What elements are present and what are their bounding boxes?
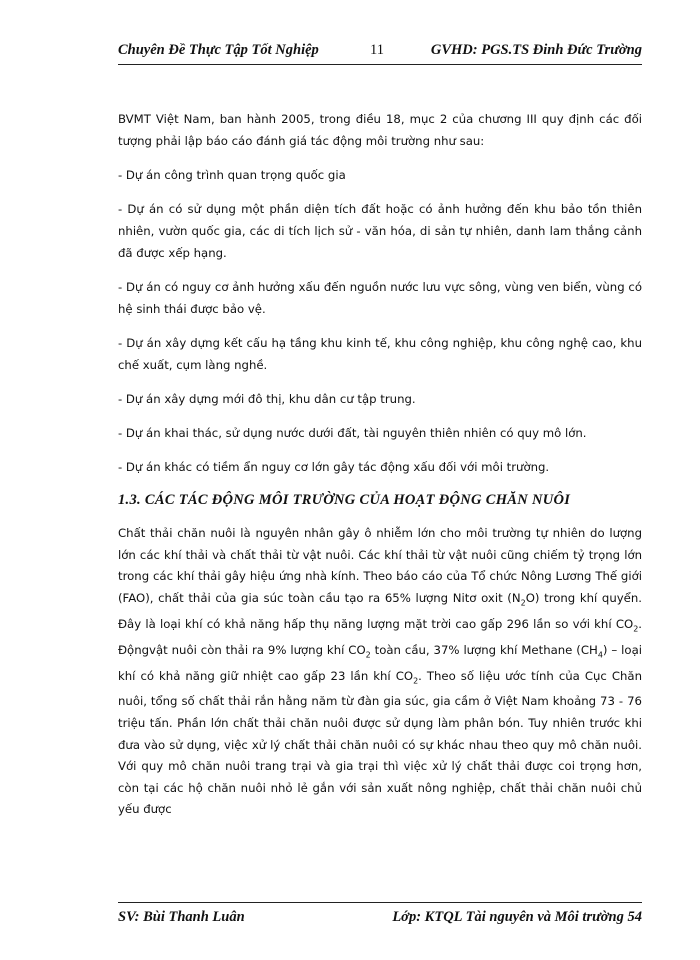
list-item: - Dự án xây dựng mới đô thị, khu dân cư tập trung. <box>118 392 416 406</box>
subscript: 2 <box>413 675 419 685</box>
list-item: - Dự án công trình quan trọng quốc gia <box>118 168 346 182</box>
page-content <box>118 108 642 821</box>
list-item: - Dự án xây dựng kết cấu hạ tầng khu kinh tế, khu công nghiệp, khu công nghệ cao, khu chế xuất, cụm làng nghề. <box>118 336 642 372</box>
body-text-part: . Độngvật nuôi còn thải ra 9% lượng khí CO <box>118 616 642 657</box>
footer-class: Lớp: KTQL Tài nguyên và Môi trường 54 <box>392 909 642 925</box>
page-number: 11 <box>370 42 384 58</box>
body-text-part: . Theo số liệu ước tính của Cục Chăn nuôi, tổng số chất thải rắn hằng năm từ đàn gia súc, gia cầm ở Việt Nam khoảng 73 - 76 triệu tấn. Phần lớn chất thải chăn nuôi được sử dụng làm phân bón. Tuy nhiên trước khi đưa vào sử dụng, việc xử lý chất thải chăn nuôi có sự khác nhau theo quy mô chăn nuôi. Với quy mô chăn nuôi trang trại và gia trại thì việc xử lý chất thải được coi trọng hơn, còn tại các hộ chăn nuôi nhỏ lẻ gắn với sản xuất nông nghiệp, chất thải chăn nuôi chủ yếu được <box>118 668 642 817</box>
footer-student: SV: Bùi Thanh Luân <box>118 909 245 925</box>
list-item: - Dự án khác có tiềm ẩn nguy cơ lớn gây tác động xấu đối với môi trường. <box>118 460 550 474</box>
intro-paragraph: BVMT Việt Nam, ban hành 2005, trong điều 18, mục 2 của chương III quy định các đối tượng phải lập báo cáo đánh giá tác động môi trường như sau: <box>118 112 642 148</box>
body-text-part: Chất thải chăn nuôi là nguyên nhân gây ô nhiễm lớn cho môi trường tự nhiên do lượng lớn các khí thải và chất thải từ vật nuôi. Các khí thải từ vật nuôi cũng chiếm tỷ trọng lớn trong các khí thải gây hiệu ứng nhà kính. Theo báo cáo của Tổ chức Nông Lương Thế giới (FAO), chất thải của gia súc toàn cầu tạo ra 65% lượng Nitơ oxit (N <box>118 526 642 605</box>
page-footer <box>118 902 642 927</box>
body-text-part: toàn cầu, 37% lượng khí Methane (CH <box>370 642 598 657</box>
header-title: Chuyên Đề Thực Tập Tốt Nghiệp <box>118 42 319 58</box>
subscript: 2 <box>520 598 526 608</box>
list-item: - Dự án khai thác, sử dụng nước dưới đất, tài nguyên thiên nhiên có quy mô lớn. <box>118 426 587 440</box>
body-text-part: ) – loại khí có khả năng giữ nhiệt cao gấp 23 lần khí CO <box>118 642 642 683</box>
list-item: - Dự án có nguy cơ ảnh hưởng xấu đến nguồn nước lưu vực sông, vùng ven biển, vùng có hệ sinh thái được bảo vệ. <box>118 280 642 316</box>
subscript: 2 <box>365 649 371 659</box>
body-text-part: O) trong khí quyển. Đây là loại khí có khả năng hấp thụ năng lượng mặt trời cao gấp 296 lần so với khí CO <box>118 590 642 631</box>
header-supervisor: GVHD: PGS.TS Đinh Đức Trường <box>430 42 642 58</box>
section-heading: 1.3. CÁC TÁC ĐỘNG MÔI TRƯỜNG CỦA HOẠT ĐỘNG CHĂN NUÔI <box>118 492 571 508</box>
subscript: 4 <box>597 649 603 659</box>
body-paragraph <box>118 523 642 821</box>
page-header <box>118 40 642 65</box>
subscript: 2 <box>633 624 639 634</box>
list-item: - Dự án có sử dụng một phần diện tích đất hoặc có ảnh hưởng đến khu bảo tồn thiên nhiên, vườn quốc gia, các di tích lịch sử - văn hóa, di sản tự nhiên, danh lam thắng cảnh đã được xếp hạng. <box>118 202 642 260</box>
